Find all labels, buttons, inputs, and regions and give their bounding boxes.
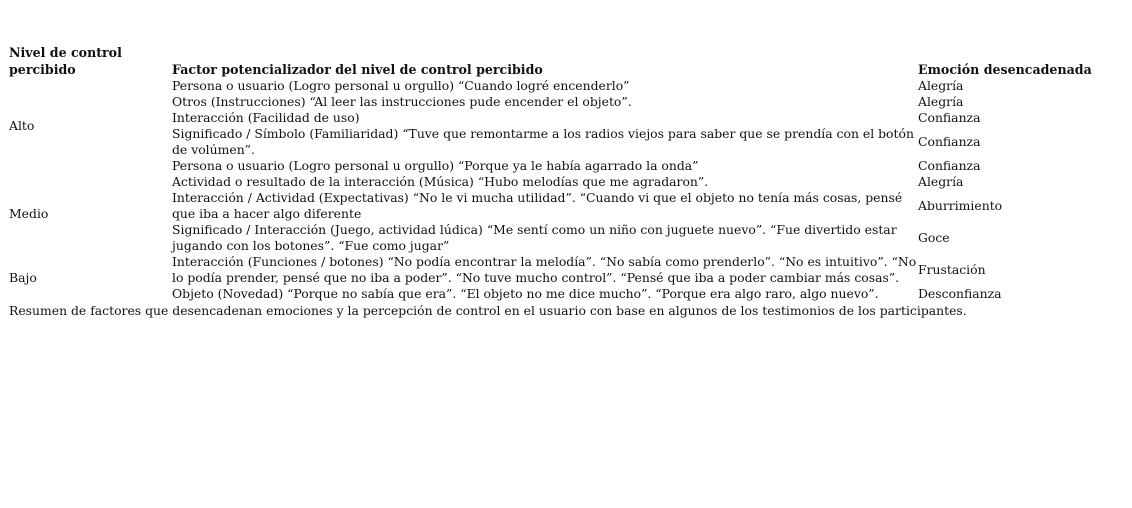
emotion-cell: Alegría (918, 174, 964, 189)
emotion-cell: Goce (918, 230, 950, 245)
table-row (9, 94, 1124, 110)
level-cell-bajo: Bajo (9, 270, 37, 285)
factor-cell: Objeto (Novedad) “Porque no sabía que era”. “El objeto no me dice mucho”. “Porque era algo raro, algo nuevo”. (172, 286, 879, 301)
table-row (9, 222, 1124, 254)
table-header-row (9, 44, 1124, 78)
header-emotion: Emoción desencadenada (918, 62, 1092, 77)
emotion-cell: Frustación (918, 262, 986, 277)
factor-cell: Persona o usuario (Logro personal u orgullo) “Cuando logré encenderlo” (172, 78, 630, 93)
table-row (9, 158, 1124, 174)
header-level: Nivel de control percibido (9, 45, 122, 77)
level-cell-alto: Alto (9, 118, 35, 133)
emotion-cell: Confianza (918, 110, 981, 125)
level-cell-medio: Medio (9, 206, 49, 221)
factor-cell: Interacción (Facilidad de uso) (172, 110, 360, 125)
factor-cell: Significado / Interacción (Juego, actividad lúdica) “Me sentí como un niño con juguete nuevo”. “Fue divertido estar jugando con los botones”. “Fue como jugar” (172, 222, 897, 253)
results-table (9, 44, 1124, 302)
factor-cell: Actividad o resultado de la interacción (Música) “Hubo melodías que me agradaron”. (172, 174, 709, 189)
table-row (9, 126, 1124, 158)
factor-cell: Otros (Instrucciones) “Al leer las instrucciones pude encender el objeto”. (172, 94, 632, 109)
factor-cell: Interacción / Actividad (Expectativas) “No le vi mucha utilidad”. “Cuando vi que el objeto no tenía más cosas, pensé que iba a hacer algo diferente (172, 190, 903, 221)
table-row (9, 286, 1124, 302)
table-row (9, 174, 1124, 190)
table-row (9, 110, 1124, 126)
emotion-cell: Desconfianza (918, 286, 1002, 301)
emotion-cell: Aburrimiento (918, 198, 1003, 213)
factor-cell: Interacción (Funciones / botones) “No podía encontrar la melodía”. “No sabía como prenderlo”. “No es intuitivo”. “No lo podía prender, pensé que no iba a poder”. “No tuve mucho control”. “Pensé que iba a poder cambiar más cosas”. (172, 254, 917, 285)
emotion-cell: Alegría (918, 78, 964, 93)
factor-cell: Significado / Símbolo (Familiaridad) “Tuve que remontarme a los radios viejos para saber que se prendía con el botón de volúmen”. (172, 126, 914, 157)
emotion-cell: Confianza (918, 134, 981, 149)
header-factor: Factor potencializador del nivel de control percibido (172, 62, 543, 77)
emotion-cell: Alegría (918, 94, 964, 109)
table-row (9, 254, 1124, 286)
factor-cell: Persona o usuario (Logro personal u orgullo) “Porque ya le había agarrado la onda” (172, 158, 699, 173)
table-row (9, 78, 1124, 94)
table-row (9, 190, 1124, 222)
emotion-cell: Confianza (918, 158, 981, 173)
document-body (9, 44, 1124, 319)
table-caption: Resumen de factores que desencadenan emociones y la percepción de control en el usuario con base en algunos de los testimonios de los participantes. (9, 303, 967, 318)
